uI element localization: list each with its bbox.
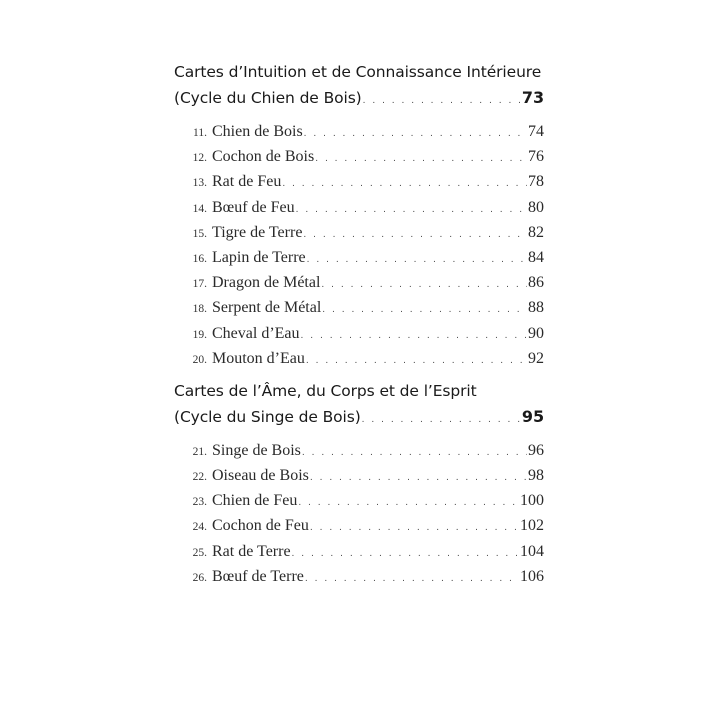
section-title: Cartes de l’Âme, du Corps et de l’Esprit [174,381,477,400]
entry-page-number: 90 [528,324,544,342]
entry-number: 17. [192,278,207,291]
dot-leader [301,324,527,349]
entry-page-number: 102 [520,517,544,535]
entry-number: 12. [192,152,207,165]
entry-list [174,438,544,589]
entry-page-number: 74 [528,123,544,140]
entry-number: 20. [192,353,207,366]
entry-number: 14. [192,202,207,215]
entry-page-number: 92 [528,349,544,367]
entry-list [174,119,544,371]
toc-entry [174,488,544,513]
dot-leader [362,407,521,433]
entry-title: Cheval d’Eau [212,324,300,342]
table-of-contents [174,59,544,596]
dot-leader [315,147,527,172]
dot-leader [296,198,527,223]
entry-page-number: 100 [520,492,544,510]
dot-leader [302,441,527,466]
toc-entry [174,564,544,589]
toc-entry [174,539,544,564]
section-page-number: 73 [521,88,544,107]
entry-title: Oiseau de Bois [212,467,309,485]
entry-title: Chien de Bois [212,123,303,140]
entry-title: Singe de Bois [212,441,301,459]
section-subtitle: (Cycle du Singe de Bois) [174,407,361,426]
toc-entry [174,346,544,371]
dot-leader [321,273,527,298]
entry-title: Chien de Feu [212,492,298,510]
entry-page-number: 76 [528,148,544,166]
entry-page-number: 80 [528,198,544,216]
entry-number: 11. [193,127,207,139]
dot-leader [303,223,527,248]
entry-title: Cochon de Bois [212,148,315,166]
toc-entry [174,463,544,488]
toc-entry [174,295,544,320]
dot-leader [305,567,519,592]
entry-title: Cochon de Feu [212,517,309,535]
entry-number: 21. [192,445,207,458]
entry-number: 19. [192,328,207,341]
entry-page-number: 78 [528,173,544,191]
toc-entry [174,119,544,144]
dot-leader [306,349,527,374]
entry-title: Rat de Feu [212,173,282,191]
entry-page-number: 98 [528,467,544,485]
entry-number: 16. [192,252,207,265]
entry-page-number: 86 [528,274,544,292]
toc-entry [174,321,544,346]
entry-title: Tigre de Terre [212,223,303,241]
dot-leader [310,516,519,541]
entry-title: Bœuf de Terre [212,567,304,585]
entry-number: 25. [192,546,207,559]
entry-page-number: 88 [528,299,544,317]
entry-page-number: 104 [520,542,544,560]
section-title: Cartes d’Intuition et de Connaissance Intérieure [174,63,542,81]
entry-page-number: 96 [528,441,544,459]
entry-number: 15. [192,227,207,240]
toc-section [174,378,544,589]
entry-title: Rat de Terre [212,542,291,560]
entry-title: Dragon de Métal [212,274,321,292]
dot-leader [304,122,527,147]
section-page-number: 95 [521,406,544,426]
dot-leader [282,172,527,197]
section-subtitle-line [174,404,544,433]
entry-page-number: 84 [528,248,544,266]
section-subtitle: (Cycle du Chien de Bois) [174,89,362,107]
dot-leader [310,466,527,491]
toc-entry [174,438,544,463]
entry-number: 23. [192,496,207,509]
entry-title: Mouton d’Eau [212,349,305,367]
toc-entry [174,220,544,245]
section-subtitle-line [174,85,544,114]
entry-number: 13. [192,177,207,190]
toc-section [174,59,544,371]
entry-title: Bœuf de Feu [212,198,295,216]
entry-number: 26. [192,571,207,584]
dot-leader [298,491,519,516]
dot-leader [363,88,521,114]
entry-title: Lapin de Terre [212,248,306,266]
dot-leader [322,298,527,323]
toc-entry [174,195,544,220]
toc-entry [174,513,544,538]
toc-entry [174,169,544,194]
entry-page-number: 106 [520,567,544,585]
dot-leader [307,248,527,273]
dot-leader [292,542,519,567]
entry-number: 18. [192,303,207,316]
entry-page-number: 82 [528,223,544,241]
entry-number: 22. [192,471,207,484]
toc-entry [174,270,544,295]
entry-number: 24. [192,521,207,534]
entry-title: Serpent de Métal [212,299,322,317]
toc-entry [174,245,544,270]
toc-entry [174,144,544,169]
